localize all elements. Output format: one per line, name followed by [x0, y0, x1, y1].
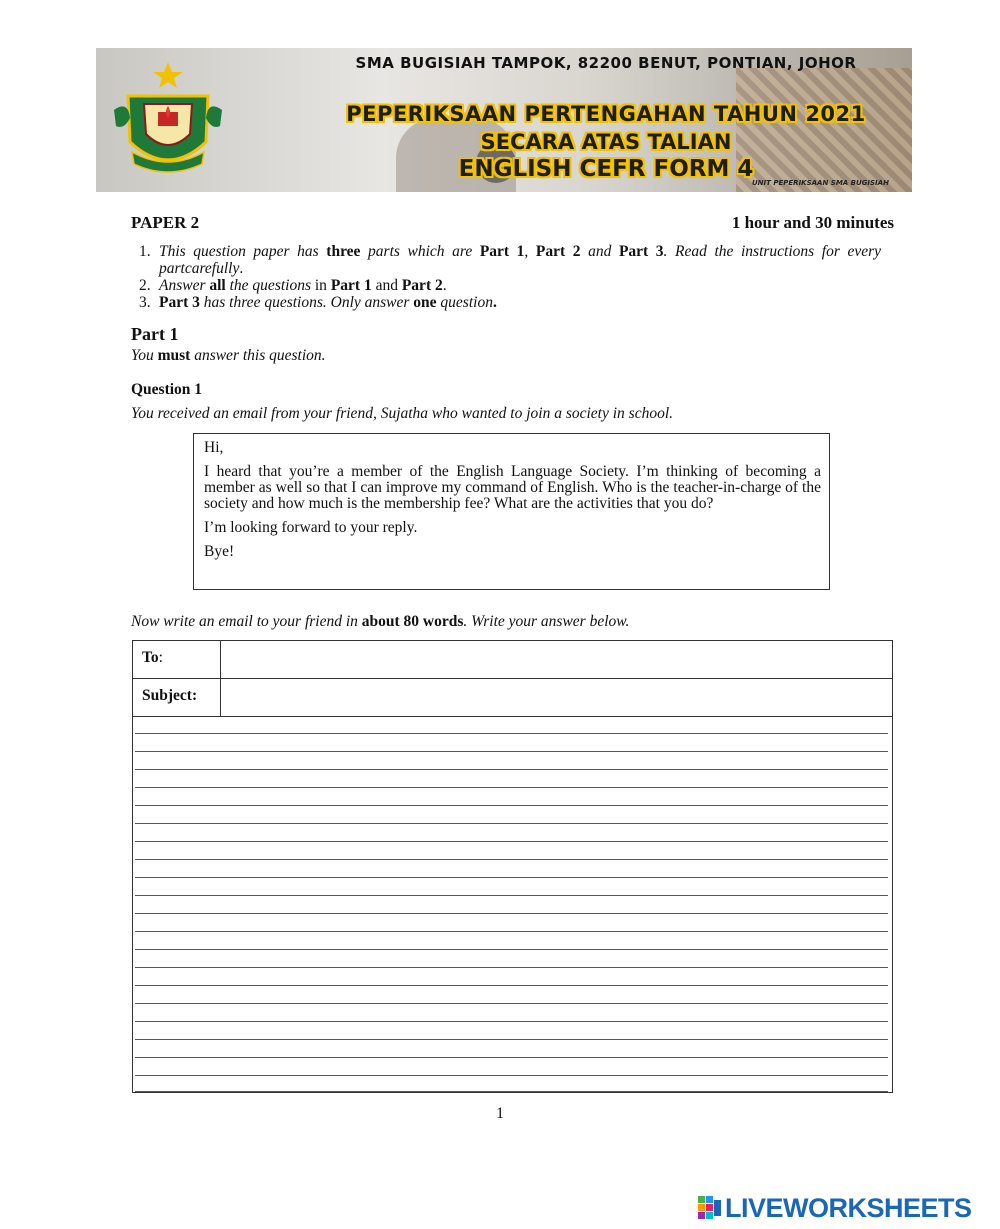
- email-body: I heard that you’re a member of the English Language Society. I’m thinking of becoming a member as well so that I can improve my command of English. Who is the teacher-in-charge of the society and how much is the membership fee? What are the activities that you do?: [204, 463, 821, 512]
- to-row: [133, 641, 892, 679]
- exam-unit: UNIT PEPERIKSAAN SMA BUGISIAH: [752, 179, 889, 187]
- answer-line: [135, 1003, 888, 1004]
- to-label: To:: [133, 641, 221, 678]
- instruction-text: ,: [524, 243, 536, 260]
- instruction-text: and: [371, 277, 402, 294]
- answer-line: [135, 949, 888, 950]
- answer-line: [135, 931, 888, 932]
- instruction-text: Answer: [159, 277, 210, 294]
- instruction-text: Part 2: [535, 243, 581, 260]
- instruction-text: parts which are: [360, 243, 480, 260]
- instruction-text: .: [492, 294, 497, 311]
- instruction-text: all: [209, 277, 226, 294]
- answer-line: [135, 841, 888, 842]
- paper-heading: [131, 213, 894, 233]
- answer-line: [135, 1091, 888, 1092]
- instruction-text: and: [580, 243, 619, 260]
- answer-line: [135, 877, 888, 878]
- answer-writing-area[interactable]: [133, 717, 892, 1093]
- instruction-text: Part 3: [618, 243, 664, 260]
- liveworksheets-wordmark: LIVEWORKSHEETS: [725, 1192, 972, 1223]
- page-number: 1: [496, 1105, 504, 1122]
- answer-line: [135, 787, 888, 788]
- answer-line: [135, 895, 888, 896]
- answer-line: [135, 1057, 888, 1058]
- subject-row: [133, 679, 892, 717]
- instruction-number: 2.: [139, 277, 151, 294]
- answer-line: [135, 1039, 888, 1040]
- instruction-text: has three questions. Only answer: [199, 294, 414, 311]
- instruction-text: in: [311, 277, 331, 294]
- instruction-text: three: [326, 243, 361, 260]
- paper-duration: 1 hour and 30 minutes: [731, 213, 894, 232]
- liveworksheets-icon: [698, 1196, 722, 1220]
- instruction-text: question: [436, 294, 493, 311]
- instruction-number: 1.: [139, 243, 151, 260]
- instruction-text: Part 3: [159, 294, 200, 311]
- paper-title: PAPER 2: [131, 213, 200, 232]
- exam-title: PEPERIKSAAN PERTENGAHAN TAHUN 2021: [346, 102, 866, 126]
- exam-banner: [96, 48, 912, 192]
- instruction-item: [131, 277, 881, 294]
- liveworksheets-logo: [698, 1193, 972, 1223]
- answer-line: [135, 913, 888, 914]
- writing-instruction: Now write an email to your friend in about 80 words. Write your answer below.: [131, 613, 630, 630]
- exam-mode: SECARA ATAS TALIAN: [480, 130, 732, 154]
- instruction-text: Part 2: [401, 277, 443, 294]
- instruction-text: the questions: [225, 277, 311, 294]
- subject-label: Subject:: [133, 679, 221, 716]
- answer-line: [135, 1021, 888, 1022]
- instruction-number: 3.: [139, 294, 151, 311]
- email-closing: I’m looking forward to your reply.: [204, 519, 418, 536]
- answer-line: [135, 859, 888, 860]
- part-instruction: You must answer this question.: [131, 347, 326, 364]
- instruction-text: This question paper has: [159, 243, 327, 260]
- school-crest-icon: [110, 60, 226, 180]
- exam-subject: ENGLISH CEFR FORM 4: [458, 156, 754, 182]
- question-title: Question 1: [131, 381, 203, 398]
- question-prompt: You received an email from your friend, Sujatha who wanted to join a society in school.: [131, 405, 674, 422]
- part-title: Part 1: [131, 324, 179, 344]
- instruction-text: .: [239, 260, 244, 277]
- answer-line: [135, 823, 888, 824]
- answer-line: [135, 769, 888, 770]
- school-name: SMA BUGISIAH TAMPOK, 82200 BENUT, PONTIAN, JOHOR: [355, 54, 857, 72]
- instructions-list: [131, 243, 881, 311]
- email-signoff: Bye!: [204, 543, 235, 560]
- instruction-item: [131, 294, 881, 311]
- instruction-text: Part 1: [330, 277, 372, 294]
- answer-line: [135, 805, 888, 806]
- answer-line: [135, 1075, 888, 1076]
- to-input[interactable]: [221, 641, 892, 678]
- instruction-text: . Read the instructions for every partcarefully: [159, 243, 882, 277]
- answer-line: [135, 751, 888, 752]
- answer-line: [135, 985, 888, 986]
- subject-input[interactable]: [221, 679, 892, 716]
- answer-form: [132, 640, 893, 1093]
- instruction-text: Part 1: [479, 243, 525, 260]
- instruction-item: [131, 243, 881, 277]
- answer-line: [135, 733, 888, 734]
- email-greeting: Hi,: [204, 439, 224, 456]
- email-stimulus: [193, 433, 830, 590]
- instruction-text: .: [442, 277, 447, 294]
- answer-line: [135, 967, 888, 968]
- instruction-text: one: [413, 294, 437, 311]
